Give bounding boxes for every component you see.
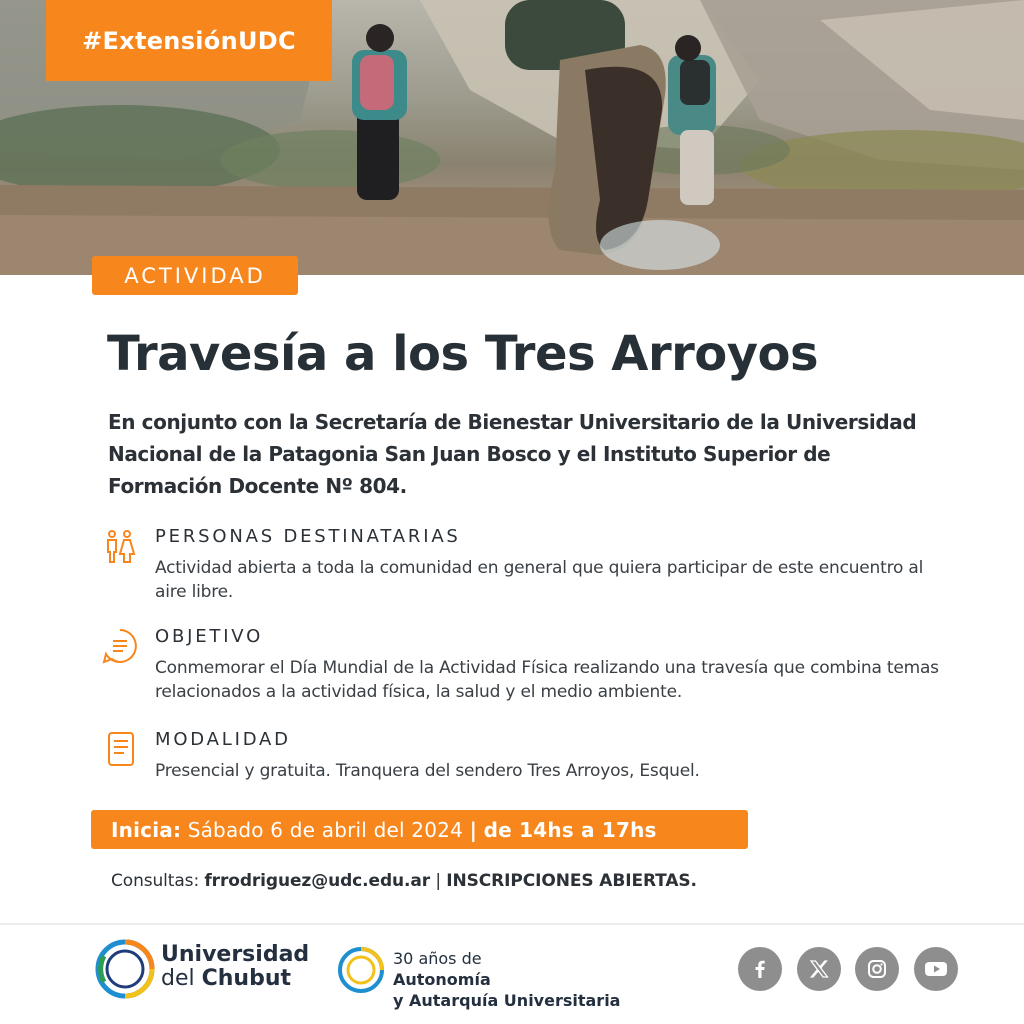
date-separator: | xyxy=(469,817,478,842)
date-bar xyxy=(91,810,748,849)
instagram-icon[interactable] xyxy=(855,947,899,991)
university-line2-name: Chubut xyxy=(201,966,292,991)
section-heading: PERSONAS DESTINATARIAS xyxy=(155,526,461,547)
youtube-icon[interactable] xyxy=(914,947,958,991)
contact-line xyxy=(111,871,697,891)
section-heading: MODALIDAD xyxy=(155,729,291,750)
category-tag: ACTIVIDAD xyxy=(92,256,298,295)
anniversary-line2: y Autarquía Universitaria xyxy=(393,991,621,1010)
contact-email[interactable]: frrodriguez@udc.edu.ar xyxy=(204,871,431,891)
university-name xyxy=(161,943,309,991)
date-label: Inicia: xyxy=(111,817,182,842)
time-value: de 14hs a 17hs xyxy=(483,817,657,842)
section-heading: OBJETIVO xyxy=(155,626,264,647)
university-line2-prefix: del xyxy=(161,966,195,991)
contact-label: Consultas: xyxy=(111,871,200,891)
date-value: Sábado 6 de abril del 2024 xyxy=(187,817,463,842)
document-icon xyxy=(100,729,140,769)
anniversary-text xyxy=(393,948,620,1011)
hashtag-banner: #ExtensiónUDC xyxy=(46,0,332,81)
section-body: Conmemorar el Día Mundial de la Actividad Física realizando una travesía que combina temas relacionados a la actividad física, la salud y el medio ambiente. xyxy=(155,658,939,702)
facebook-icon[interactable] xyxy=(738,947,782,991)
x-icon[interactable] xyxy=(797,947,841,991)
contact-separator: | xyxy=(435,871,441,891)
section-body: Actividad abierta a toda la comunidad en general que quiera participar de este encuentro al aire libre. xyxy=(155,558,924,602)
anniversary-prefix: 30 años de xyxy=(393,949,482,968)
page-title: Travesía a los Tres Arroyos xyxy=(107,326,819,382)
udc-logo xyxy=(94,938,156,1000)
chat-list-icon xyxy=(100,626,140,666)
anniversary-logo xyxy=(336,945,386,995)
anniversary-bold: Autonomía xyxy=(393,970,491,989)
footer-divider xyxy=(0,923,1024,925)
people-icon xyxy=(100,526,140,566)
section-body: Presencial y gratuita. Tranquera del sendero Tres Arroyos, Esquel. xyxy=(155,761,700,781)
university-line2 xyxy=(161,967,309,991)
anniversary-line1 xyxy=(393,948,620,990)
university-line1: Universidad xyxy=(161,942,310,967)
intro-text: En conjunto con la Secretaría de Bienestar Universitario de la Universidad Nacional de la Patagonia San Juan Bosco y el Instituto Superior de Formación Docente Nº 804. xyxy=(108,410,917,498)
registration-status: INSCRIPCIONES ABIERTAS. xyxy=(446,871,697,891)
